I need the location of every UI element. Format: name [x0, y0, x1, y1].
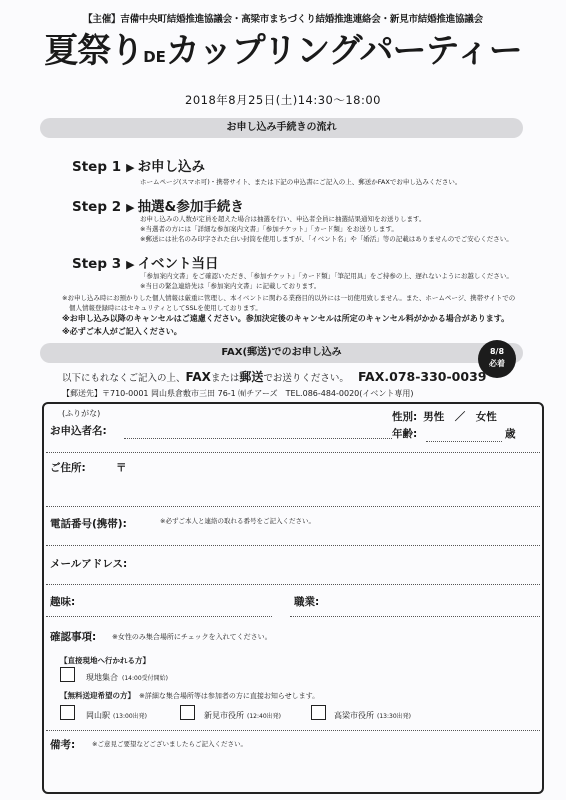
age-label: 年齢: [392, 428, 418, 440]
address-field[interactable] [46, 506, 540, 507]
checkbox-niimi[interactable] [180, 705, 195, 720]
step-1-line: ホームページ(スマホ可)・携帯サイト、または下記の申込書にご記入の上、郵送かFAXでお申し込みください。 [140, 178, 462, 186]
job-label: 職業: [294, 596, 320, 608]
gender-label: 性別: [392, 411, 418, 423]
deadline-date: 8/8 [489, 347, 505, 356]
remarks-field[interactable] [46, 752, 540, 790]
hobby-field[interactable] [46, 616, 272, 617]
instruction-mail: 郵送 [239, 370, 264, 384]
direct-heading: 【直接現地へ行かれる方】 [60, 656, 150, 665]
privacy-note-line: ※お申し込み時にお預かりした個人情報は厳重に管理し、本イベントに関わる業務目的以外には一切使用致しません。また、ホームページ、携帯サイトでの [62, 294, 516, 302]
instruction-post: でお送りください。 [263, 373, 349, 384]
step-1-title [72, 155, 205, 175]
step-3-heading: イベント当日 [137, 256, 219, 272]
confirm-note: ※女性のみ集合場所にチェックを入れてください。 [112, 633, 272, 641]
deadline-label: 必着 [489, 359, 505, 368]
direct-option-time: (14:00受付開始) [122, 675, 168, 682]
step-3-label: Step 3 [72, 256, 122, 272]
step-2-arrow-icon: ▶ [126, 201, 135, 214]
checkbox-okayama[interactable] [60, 705, 75, 720]
email-field[interactable] [46, 584, 540, 585]
gender-field[interactable] [392, 409, 497, 424]
page-title [0, 30, 566, 78]
bus-option-time: (12:40出発) [247, 713, 281, 720]
phone-label: 電話番号(携帯): [50, 518, 127, 530]
age-unit: 歳 [505, 428, 516, 440]
name-label: お申込者名: [50, 425, 107, 437]
instruction-fax: FAX [185, 370, 211, 384]
step-2-label: Step 2 [72, 199, 122, 215]
bus-option-name: 新見市役所 [204, 711, 244, 720]
mailing-address: 【郵送先】〒710-0001 岡山県倉敷市三田 76-1 ㈲チアーズ TEL.086-484-0020(イベント専用) [62, 389, 414, 398]
email-label: メールアドレス: [50, 558, 128, 570]
step-3-line: ※当日の緊急連絡先は「参加案内文書」に記載しております。 [140, 282, 321, 290]
direct-option [86, 672, 168, 683]
phone-note: ※必ずご本人と連絡の取れる番号をご記入ください。 [160, 517, 315, 525]
fax-heading-bar: FAX(郵送)でのお申し込み [40, 343, 523, 363]
fax-instruction [62, 368, 486, 385]
bus-note: ※詳細な集合場所等は参加者の方に直接お知らせします。 [139, 692, 320, 700]
fax-number: FAX.078-330-0039 [357, 369, 487, 384]
step-2-line: お申し込みの人数が定員を超えた場合は抽選を行い、申込者全員に抽選結果通知をお送りします。 [140, 215, 426, 223]
self-entry-note: ※必ずご本人がご記入ください。 [62, 327, 182, 336]
privacy-note-line: 個人情報登録時にはセキュリティとしてSSLを使用しております。 [69, 303, 262, 312]
bus-option-time: (13:30出発) [377, 713, 411, 720]
step-2-line: ※当選者の方には「詳細な参加案内文書」「参加チケット」「カード類」をお送りします。 [140, 225, 398, 233]
instruction-pre: 以下にもれなくご記入の上、 [62, 373, 186, 384]
step-3-line: 「参加案内文書」をご確認いただき、「参加チケット」「カード類」「筆記用具」をご持参の上、遅れないようにお越しください。 [140, 272, 513, 280]
remarks-note: ※ご意見ご要望などございましたらご記入ください。 [92, 740, 247, 748]
step-3-arrow-icon: ▶ [126, 258, 135, 271]
step-2-heading: 抽選&参加手続き [137, 199, 244, 215]
step-3-title [72, 252, 219, 272]
flow-heading-bar: お申し込み手続きの流れ [40, 118, 523, 138]
bus-option-name: 岡山駅 [86, 711, 110, 720]
step-2-desc [140, 214, 513, 244]
divider [46, 730, 540, 731]
phone-field[interactable] [46, 545, 540, 546]
bus-option-time: (13:00出発) [113, 713, 147, 720]
bus-option-niimi [204, 710, 281, 721]
job-field[interactable] [290, 616, 540, 617]
remarks-label: 備考: [50, 739, 76, 751]
step-1-arrow-icon: ▶ [126, 161, 135, 174]
age-field[interactable] [426, 441, 502, 442]
organizers-line: 【主催】吉備中央町結婚推進協議会・高梁市まちづくり結婚推進連絡会・新見市結婚推進協議会 [83, 14, 483, 25]
event-datetime: 2018年8月25日(土)14:30～18:00 [185, 93, 381, 107]
furigana-label: (ふりがな) [62, 409, 101, 418]
checkbox-direct[interactable] [60, 667, 75, 682]
step-1-desc [140, 177, 461, 187]
divider [46, 452, 540, 453]
bus-option-name: 高梁市役所 [334, 711, 374, 720]
bus-heading [60, 690, 319, 701]
step-2-title [72, 195, 244, 215]
postal-mark: 〒 [116, 462, 127, 474]
address-label: ご住所: [50, 462, 86, 474]
bus-option-okayama [86, 710, 147, 721]
step-2-line: ※郵送には社名のみ印字された白い封筒を使用しますが、「イベント名」や「婚活」等の記載はありませんのでご安心ください。 [140, 235, 513, 243]
bus-heading-label: 【無料送迎希望の方】 [60, 691, 135, 700]
hobby-label: 趣味: [50, 596, 76, 608]
direct-option-label: 現地集合 [86, 673, 118, 682]
cancel-note: ※お申し込み以降のキャンセルはご遠慮ください。参加決定後のキャンセルは所定のキャンセル料がかかる場合があります。 [62, 314, 510, 323]
bus-option-takahashi [334, 710, 411, 721]
gender-options[interactable]: 男性 ／ 女性 [423, 411, 497, 423]
title-part-b: カップリングパーティー [165, 31, 522, 71]
step-1-label: Step 1 [72, 159, 122, 175]
privacy-note [62, 294, 515, 313]
instruction-mid: または [210, 373, 240, 384]
title-de: DE [143, 48, 166, 66]
checkbox-takahashi[interactable] [311, 705, 326, 720]
step-1-heading: お申し込み [137, 159, 206, 175]
name-field[interactable] [124, 438, 392, 439]
confirm-label: 確認事項: [50, 631, 97, 643]
title-part-a: 夏祭り [44, 31, 144, 71]
step-3-desc [140, 271, 513, 291]
